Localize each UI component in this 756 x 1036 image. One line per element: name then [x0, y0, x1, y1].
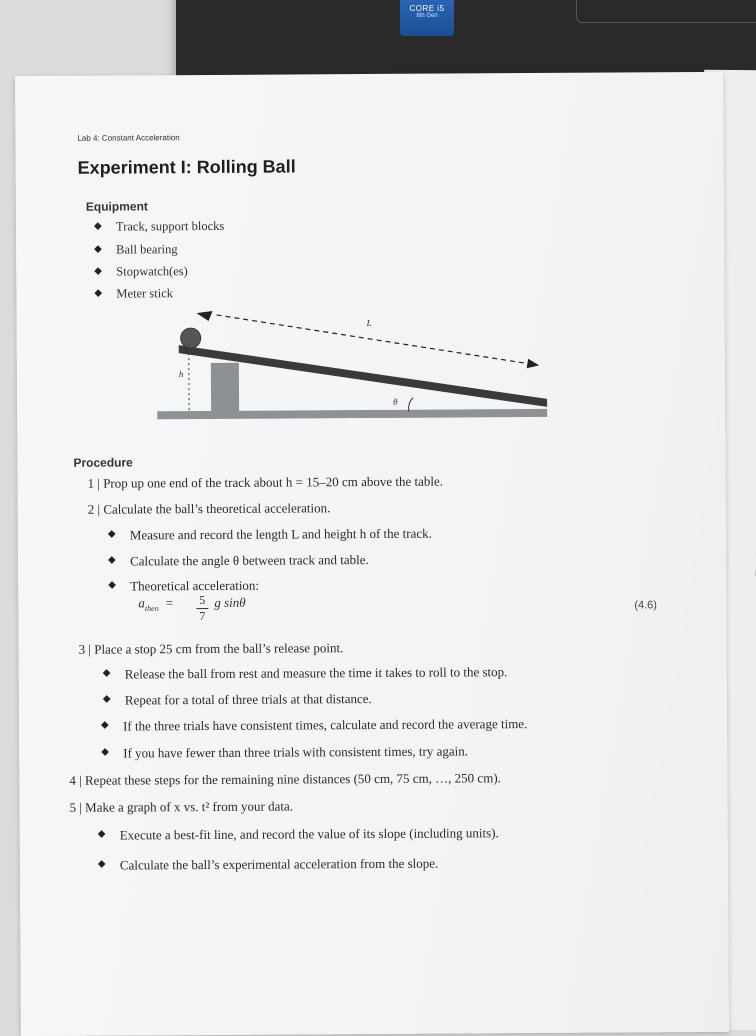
intel-sticker [400, 0, 454, 36]
cpu-gen: 8th Gen [400, 13, 454, 19]
step-text: Place a stop 25 cm from the ball’s release point. [94, 640, 343, 657]
diamond-bullet-icon: ◆ [103, 694, 111, 705]
diamond-bullet-icon: ◆ [108, 555, 116, 566]
cpu-model: CORE i5 [400, 4, 454, 13]
label-h: h [179, 369, 184, 379]
ball-bearing [181, 328, 201, 348]
label-L: L [366, 318, 372, 328]
list-item: ◆ If the three trials have consistent times, calculate and record the average time. [123, 716, 527, 734]
diamond-bullet-icon: ◆ [98, 829, 106, 840]
label-theta: θ [393, 397, 398, 407]
diamond-bullet-icon: ◆ [101, 720, 109, 731]
list-item: ◆ Measure and record the length L and height h of the track. [130, 526, 432, 544]
laptop-bezel [576, 0, 756, 23]
step-1 [88, 474, 444, 492]
step-number: 1 | [88, 476, 100, 491]
diamond-bullet-icon: ◆ [108, 529, 116, 540]
list-item: ◆ Ball bearing [116, 242, 178, 257]
step-3 [79, 640, 344, 658]
step-number: 4 | [69, 773, 81, 788]
diamond-bullet-icon: ◆ [94, 266, 102, 277]
diamond-bullet-icon: ◆ [94, 288, 102, 299]
list-item: ◆ If you have fewer than three trials with consistent times, try again. [123, 743, 468, 761]
list-item: ◆ Meter stick [116, 286, 173, 301]
list-item: ◆ Calculate the ball’s experimental acceleration from the slope. [120, 856, 438, 874]
step-text: Make a graph of x vs. t² from your data. [85, 798, 293, 814]
diamond-bullet-icon: ◆ [108, 580, 116, 591]
step-number: 2 | [88, 502, 100, 517]
angle-arc [409, 398, 414, 412]
diamond-bullet-icon: ◆ [94, 221, 102, 232]
diamond-bullet-icon: ◆ [94, 244, 102, 255]
support-block [211, 363, 239, 413]
page-header: Lab 4: Constant Acceleration [77, 133, 179, 143]
ramp-diagram [156, 301, 557, 429]
step-number: 5 | [69, 800, 81, 815]
equation-rhs: g sinθ [214, 595, 245, 611]
step-2 [88, 500, 331, 517]
length-arrow-start [197, 311, 213, 321]
procedure-heading: Procedure [73, 455, 132, 469]
step-text: Calculate the ball’s theoretical acceleration. [103, 500, 330, 516]
step-text: Prop up one end of the track about h = 15–20 cm above the table. [103, 474, 443, 491]
step-4 [69, 770, 501, 789]
list-item: ◆ Track, support blocks [116, 219, 224, 235]
diamond-bullet-icon: ◆ [98, 859, 106, 870]
list-item: ◆ Execute a best-fit line, and record the value of its slope (including units). [120, 825, 499, 843]
list-item: ◆ Repeat for a total of three trials at that distance. [125, 691, 372, 709]
list-item: ◆ Release the ball from rest and measure the time it takes to roll to the stop. [125, 664, 508, 682]
equation-lhs: $a_{theo}$ = [138, 595, 173, 613]
list-item: ◆ Theoretical acceleration: [130, 578, 259, 595]
step-text: Repeat these steps for the remaining nine distances (50 cm, 75 cm, …, 250 cm). [85, 770, 501, 788]
diamond-bullet-icon: ◆ [101, 747, 109, 758]
experiment-title: Experiment I: Rolling Ball [78, 156, 296, 178]
list-item: ◆ Calculate the angle θ between track and table. [130, 552, 369, 569]
equipment-heading: Equipment [86, 199, 148, 213]
diamond-bullet-icon: ◆ [103, 668, 111, 679]
step-5 [69, 798, 293, 815]
list-item: ◆ Stopwatch(es) [116, 264, 188, 279]
lab-handout-page [15, 72, 729, 1036]
equation-fraction: $\frac{5}{7}$ [196, 593, 208, 624]
equation-number: (4.6) [634, 599, 657, 611]
step-number: 3 | [79, 642, 91, 657]
